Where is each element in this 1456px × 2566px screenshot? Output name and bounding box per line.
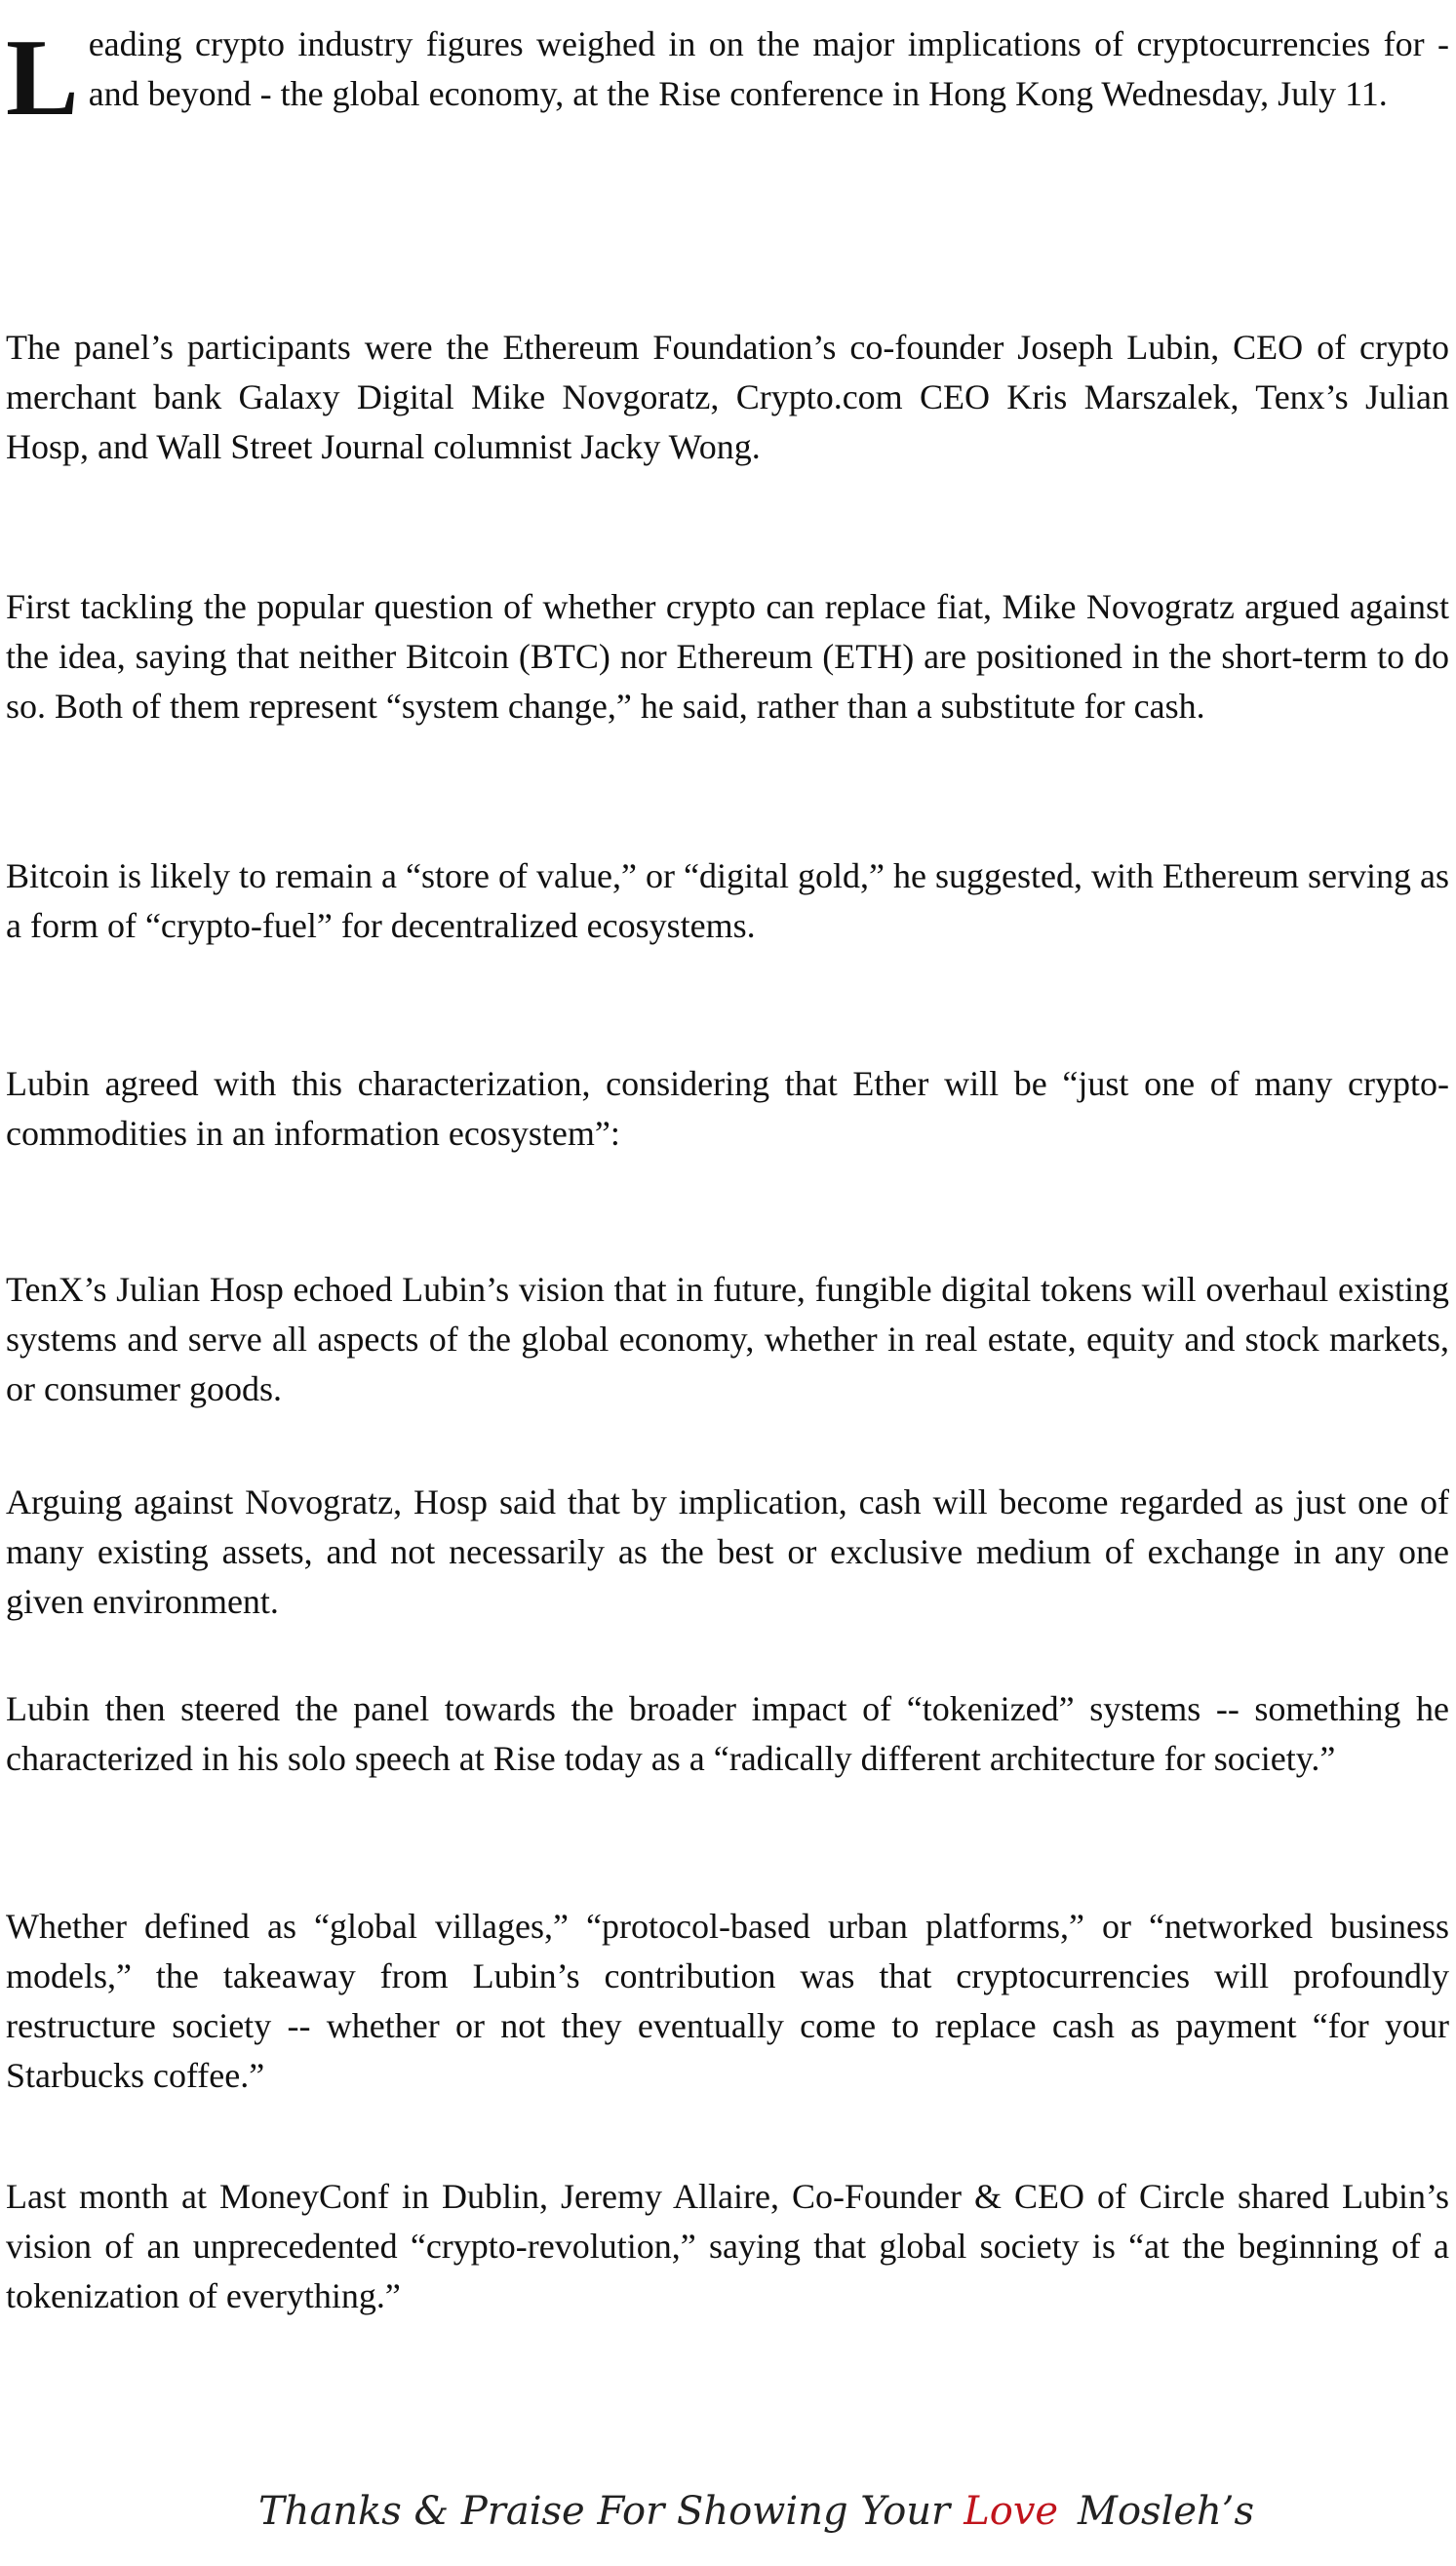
article-paragraph-4: Bitcoin is likely to remain a “store of value,” or “digital gold,” he suggested, with Ethereum serving as a form of “crypto-fuel” for decentralized ecosystems.	[6, 856, 1449, 945]
article-paragraph-7: Arguing against Novogratz, Hosp said that by implication, cash will become regarded as just one of many existing assets, and not necessarily as the best or exclusive medium of exchange in any one given environment.	[6, 1482, 1449, 1621]
signature-author: Mosleh’s	[1078, 2489, 1255, 2534]
article-paragraph-2: The panel’s participants were the Ethereum Foundation’s co-founder Joseph Lubin, CEO of crypto merchant bank Galaxy Digital Mike Novgoratz, Crypto.com CEO Kris Marszalek, Tenx’s Julian Hosp, and Wall Street Journal columnist Jacky Wong.	[6, 328, 1449, 466]
signature-love-word: Love	[964, 2489, 1059, 2534]
article-paragraph-8: Lubin then steered the panel towards the broader impact of “tokenized” systems -- something he characterized in his solo speech at Rise today as a “radically different architecture for society.”	[6, 1689, 1449, 1778]
signature-thanks-phrase: Thanks & Praise For Showing Your	[258, 2489, 951, 2534]
article-paragraph-3: First tackling the popular question of whether crypto can replace fiat, Mike Novogratz argued against the idea, saying that neither Bitcoin (BTC) nor Ethereum (ETH) are positioned in the short-term to do so. Both of them represent “system change,” he said, rather than a substitute for cash.	[6, 587, 1449, 726]
signature-footer	[258, 2477, 1255, 2546]
article-paragraph-6: TenX’s Julian Hosp echoed Lubin’s vision that in future, fungible digital tokens will overhaul existing systems and serve all aspects of the global economy, whether in real estate, equity and stock markets, or consumer goods.	[6, 1270, 1449, 1408]
paragraph-text: eading crypto industry figures weighed in on the major implications of cryptocurrencies for - and beyond - the global economy, at the Rise conference in Hong Kong Wednesday, July 11.	[88, 24, 1449, 113]
article-paragraph-1	[6, 18, 1449, 138]
article-paragraph-9: Whether defined as “global villages,” “protocol-based urban platforms,” or “networked business models,” the takeaway from Lubin’s contribution was that cryptocurrencies will profoundly restructure society -- whether or not they eventually come to replace cash as payment “for your Starbucks coffee.”	[6, 1907, 1449, 2095]
signature-thanks-text	[258, 2489, 1058, 2534]
drop-cap: L	[6, 18, 79, 138]
article-paragraph-10: Last month at MoneyConf in Dublin, Jeremy Allaire, Co-Founder & CEO of Circle shared Lubin’s vision of an unprecedented “crypto-revolution,” saying that global society is “at the beginning of a tokenization of everything.”	[6, 2177, 1449, 2315]
article-paragraph-5: Lubin agreed with this characterization, considering that Ether will be “just one of many crypto-commodities in an information ecosystem”:	[6, 1064, 1449, 1153]
